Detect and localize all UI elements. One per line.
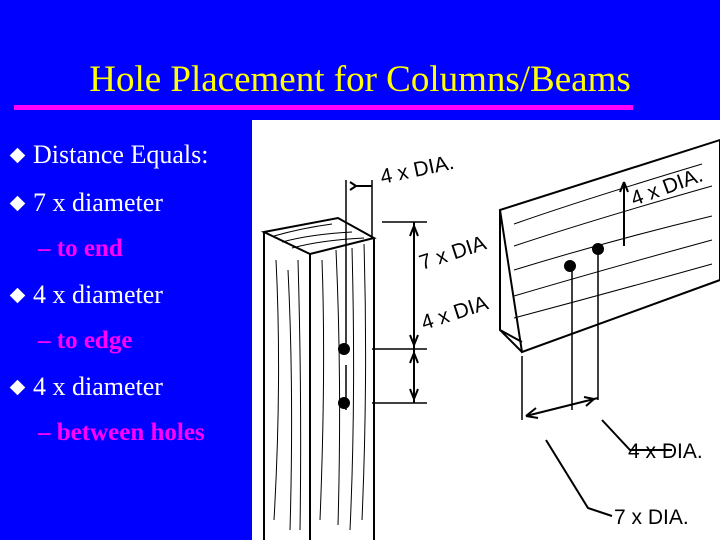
column-drawing xyxy=(264,180,427,540)
hole-marker-icon xyxy=(339,344,349,354)
page-title: Hole Placement for Columns/Beams xyxy=(89,59,631,100)
label-column-between: 4 x DIA xyxy=(418,291,492,335)
label-column-top: 4 x DIA. xyxy=(378,150,457,189)
bullet-item xyxy=(4,188,163,218)
hole-marker-icon xyxy=(593,244,603,254)
diamond-bullet-icon xyxy=(10,380,26,396)
bullet-item xyxy=(4,140,208,170)
title-underline xyxy=(14,105,633,110)
bullet-text: Distance Equals: xyxy=(33,140,209,169)
label-beam-edge: 4 x DIA. xyxy=(627,163,706,211)
diamond-bullet-icon xyxy=(10,148,26,164)
diamond-bullet-icon xyxy=(10,288,26,304)
label-beam-end: 7 x DIA. xyxy=(614,506,689,529)
hole-marker-icon xyxy=(339,398,349,408)
bullet-item xyxy=(4,280,163,310)
bullet-text: 4 x diameter xyxy=(33,280,163,309)
bullet-text: 4 x diameter xyxy=(33,372,163,401)
diamond-bullet-icon xyxy=(10,196,26,212)
label-beam-between: 4 x DIA. xyxy=(628,440,703,463)
label-column-end: 7 x DIA xyxy=(416,231,490,275)
sub-bullet-text: – to end xyxy=(38,235,123,262)
hole-placement-figure xyxy=(252,120,720,540)
sub-bullet-text: – to edge xyxy=(38,327,133,354)
sub-bullet-text: – between holes xyxy=(38,419,205,446)
bullet-item xyxy=(4,372,163,402)
hole-diagram xyxy=(252,120,720,540)
bullet-text: 7 x diameter xyxy=(33,188,163,217)
hole-marker-icon xyxy=(565,261,575,271)
